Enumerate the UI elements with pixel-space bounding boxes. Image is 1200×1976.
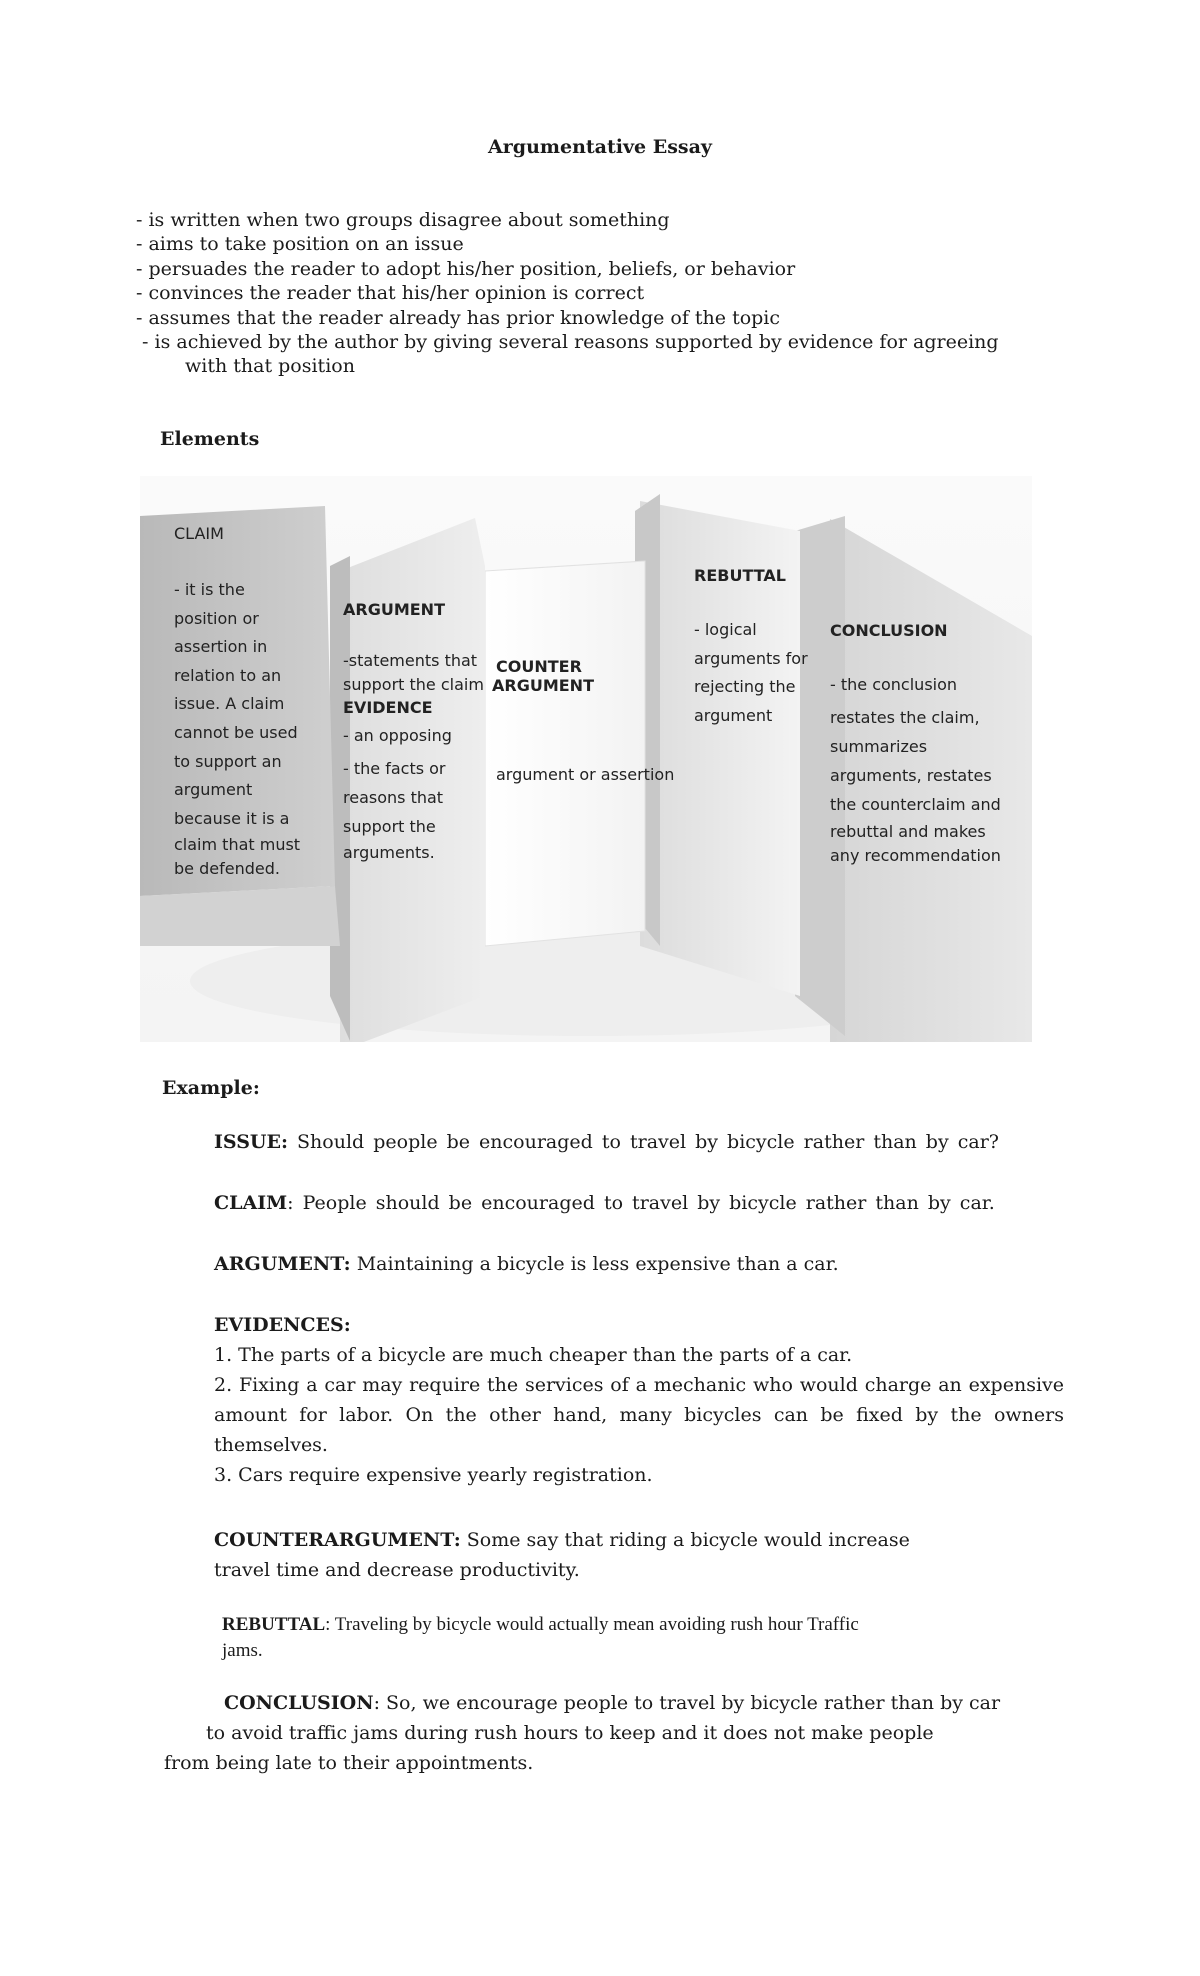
claim-line: cannot be used xyxy=(174,722,298,742)
evidence-item: 2. Fixing a car may require the services of a mechanic who would charge an expensive amount for labor. On the other hand, many bicycles can be fixed by the owners themselves. xyxy=(214,1374,1064,1456)
definition-item: - persuades the reader to adopt his/her position, beliefs, or behavior xyxy=(136,257,796,280)
rebuttal-line: rejecting the xyxy=(694,677,796,697)
conclusion-line: rebuttal and makes xyxy=(830,822,986,841)
claim-label: CLAIM xyxy=(214,1192,288,1214)
argument-description xyxy=(343,649,484,697)
evidence-line: - the facts or xyxy=(343,759,446,778)
claim-line: relation to an xyxy=(174,665,282,685)
claim-line: because it is a xyxy=(174,808,290,828)
example-conclusion xyxy=(160,1688,1080,1778)
rebuttal-description xyxy=(694,616,808,730)
definition-item: - convinces the reader that his/her opinion is correct xyxy=(136,282,645,305)
evidence-item: 1. The parts of a bicycle are much cheaper than the parts of a car. xyxy=(214,1344,853,1366)
rebuttal-heading: REBUTTAL xyxy=(694,566,786,585)
rebuttal-text: : Traveling by bicycle would actually mean avoiding rush hour Traffic xyxy=(325,1614,859,1635)
argument-heading: ARGUMENT xyxy=(343,600,445,619)
evidence-item: 3. Cars require expensive yearly registration. xyxy=(214,1464,653,1486)
evidence-line: - an opposing xyxy=(343,726,452,745)
counter-argument-panel xyxy=(485,561,645,946)
example-counterargument xyxy=(214,1525,1064,1585)
conclusion-label: CONCLUSION xyxy=(224,1692,374,1714)
claim-heading: CLAIM xyxy=(174,524,224,543)
claim-text: : People should be encouraged to travel by bicycle rather than by car. xyxy=(287,1192,995,1214)
example-argument xyxy=(214,1249,1064,1279)
definition-item: - is achieved by the author by giving several reasons supported by evidence for agreeing xyxy=(136,331,999,354)
argument-text: Maintaining a bicycle is less expensive than a car. xyxy=(350,1253,839,1275)
definition-item: with that position xyxy=(185,355,355,378)
conclusion-description xyxy=(830,670,1001,868)
conclusion-line: restates the claim, xyxy=(830,708,980,727)
evidence-line: support the xyxy=(343,817,436,836)
claim-line: issue. A claim xyxy=(174,694,285,714)
claim-line: be defended. xyxy=(174,859,280,879)
conclusion-text: to avoid traffic jams during rush hours to keep and it does not make people xyxy=(206,1722,934,1744)
evidence-description xyxy=(343,724,452,865)
definition-item: - aims to take position on an issue xyxy=(136,233,464,256)
rebuttal-text: jams. xyxy=(222,1640,263,1661)
conclusion-text: : So, we encourage people to travel by bicycle rather than by car xyxy=(373,1692,1001,1714)
claim-line: - it is the xyxy=(174,580,245,599)
issue-text: Should people be encouraged to travel by bicycle rather than by car? xyxy=(287,1131,999,1153)
example-evidences xyxy=(214,1310,1064,1490)
page-title: Argumentative Essay xyxy=(488,136,712,158)
definition-item: - is written when two groups disagree about something xyxy=(136,209,670,231)
conclusion-line: - the conclusion xyxy=(830,675,958,694)
rebuttal-line: arguments for xyxy=(694,648,808,668)
conclusion-line: summarizes xyxy=(830,737,928,756)
elements-heading: Elements xyxy=(160,428,260,450)
conclusion-line: the counterclaim and xyxy=(830,795,1001,814)
claim-line: argument xyxy=(174,780,253,800)
conclusion-line: any recommendation xyxy=(830,846,1001,865)
claim-line: assertion in xyxy=(174,637,268,657)
argument-line: support the claim xyxy=(343,675,484,694)
evidences-label: EVIDENCES: xyxy=(214,1314,351,1336)
counterargument-label: COUNTERARGUMENT: xyxy=(214,1529,461,1551)
example-heading: Example: xyxy=(162,1077,260,1099)
counter-heading-1: COUNTER xyxy=(496,657,582,676)
claim-line: claim that must xyxy=(174,835,301,855)
claim-line: position or xyxy=(174,608,259,628)
claim-line: to support an xyxy=(174,751,282,771)
evidence-line: arguments. xyxy=(343,843,435,862)
argument-label: ARGUMENT: xyxy=(214,1253,351,1275)
argument-line: -statements that xyxy=(343,651,478,670)
example-issue xyxy=(214,1127,1064,1157)
counter-heading-2: ARGUMENT xyxy=(492,676,594,695)
evidence-line: reasons that xyxy=(343,788,444,807)
example-rebuttal xyxy=(222,1612,1072,1664)
definition-item: - assumes that the reader already has prior knowledge of the topic xyxy=(136,306,781,329)
rebuttal-label: REBUTTAL xyxy=(222,1614,326,1635)
rebuttal-line: - logical xyxy=(694,620,757,639)
evidence-heading: EVIDENCE xyxy=(343,698,433,717)
elements-diagram xyxy=(140,476,1032,1042)
rebuttal-line: argument xyxy=(694,705,773,725)
issue-label: ISSUE: xyxy=(214,1131,288,1153)
example-claim xyxy=(214,1188,1064,1218)
counterargument-text: travel time and decrease productivity. xyxy=(214,1559,580,1581)
conclusion-line: arguments, restates xyxy=(830,766,992,785)
definition-list xyxy=(136,208,1076,379)
claim-description xyxy=(174,576,334,881)
counter-description: argument or assertion xyxy=(496,765,675,784)
conclusion-text: from being late to their appointments. xyxy=(164,1752,534,1774)
conclusion-heading: CONCLUSION xyxy=(830,621,948,640)
counterargument-text: Some say that riding a bicycle would increase xyxy=(460,1529,910,1551)
